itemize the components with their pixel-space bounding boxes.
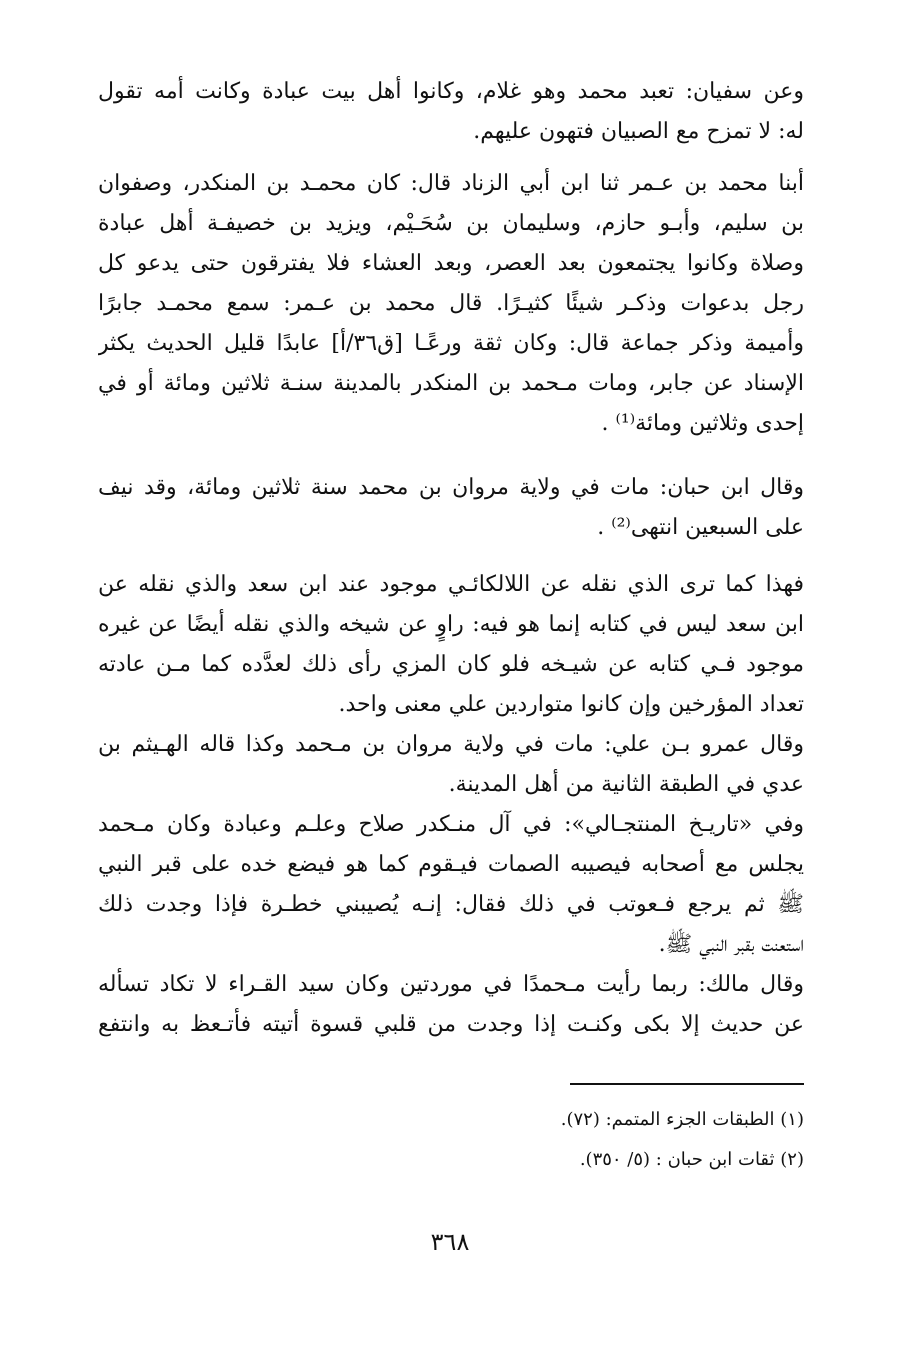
paragraph-ibn-umar <box>98 164 804 444</box>
paragraph-ibn-hibban <box>98 468 804 548</box>
footnote-divider <box>570 1083 804 1085</box>
text-line: وقال مالك: ربما رأيت مـحمدًا في موردتين وكان سيد القـراء لا تكاد تسأله <box>98 972 804 997</box>
text-line: وأميمة وذكر جماعة قال: وكان ثقة ورعًـا [ق٣٦/أ] عابدًا قليل الحديث يكثر <box>98 331 804 356</box>
paragraph-amr-ibn-ali <box>98 725 804 805</box>
footnote-2: (٢) ثقات ابن حبان : (٥/ ٣٥٠). <box>579 1149 804 1170</box>
footnote-1: (١) الطبقات الجزء المتمم: (٧٢). <box>560 1109 804 1130</box>
footnotes <box>98 1100 804 1180</box>
text-line: ابن سعد ليس في كتابه إنما هو فيه: راوٍ عن شيخه والذي نقله أيضًا عن غيره <box>98 612 804 637</box>
text-line: عن حديث إلا بكى وكنـت إذا وجدت من قلبي قسوة أتيته فأتـعظ به وانتفع <box>98 1012 804 1037</box>
text-line: تعداد المؤرخين وإن كانوا متواردين علي معنى واحد. <box>338 692 804 717</box>
text-line: أبنا محمد بن عـمر ثنا ابن أبي الزناد قال: كان محمـد بن المنكدر، وصفوان <box>98 171 804 196</box>
text-line: فهذا كما ترى الذي نقله عن اللالكائـي موجود عند ابن سعد والذي نقله عن <box>98 572 804 597</box>
text-line: استعنت بقبر النبي ﷺ. <box>658 932 804 957</box>
text-line: عدي في الطبقة الثانية من أهل المدينة. <box>448 772 804 797</box>
paragraph-sufyan <box>98 72 804 152</box>
text-line: وقال ابن حبان: مات في ولاية مروان بن محمد سنة ثلاثين ومائة، وقد نيف <box>98 475 804 500</box>
text-line: موجود فـي كتابه عن شيـخه فلو كان المزي رأى ذلك لعدَّده كما مـن عادته <box>98 652 804 677</box>
text-line: الإسناد عن جابر، ومات مـحمد بن المنكدر بالمدينة سنـة ثلاثين ومائة أو في <box>98 371 804 396</box>
paragraph-tarikh <box>98 805 804 965</box>
text-line: إحدى وثلاثين ومائة⁽¹⁾ . <box>601 411 804 436</box>
text-line: وصلاة وكانوا يجتمعون بعد العصر، وبعد العشاء فلا يفترقون حتى يدعو كل <box>98 251 804 276</box>
text-line: ﷺ ثم يرجع فـعوتب في ذلك فقال: إنـه يُصيبني خطـرة فإذا وجدت ذلك <box>98 892 804 917</box>
text-line: وعن سفيان: تعبد محمد وهو غلام، وكانوا أهل بيت عبادة وكانت أمه تقول <box>98 79 804 104</box>
page-number: ٣٦٨ <box>430 1228 470 1256</box>
text-line: له: لا تمزح مع الصبيان فتهون عليهم. <box>473 119 804 144</box>
text-line: وقال عمرو بـن علي: مات في ولاية مروان بن مـحمد وكذا قاله الهـيثم بن <box>98 732 804 757</box>
paragraph-commentary <box>98 565 804 725</box>
text-line: على السبعين انتهى⁽²⁾ . <box>597 515 804 540</box>
paragraph-malik <box>98 965 804 1045</box>
text-line: بن سليم، وأبـو حازم، وسليمان بن سُحَـيْم، ويزيد بن خصيفـة أهل عبادة <box>98 211 804 236</box>
text-line: يجلس مع أصحابه فيصيبه الصمات فيـقوم كما هو فيضع خده على قبر النبي <box>98 852 804 877</box>
text-line: رجل بدعوات وذكـر شيئًا كثيـرًا. قال محمد بن عـمر: سمع محمـد جابرًا <box>98 291 804 316</box>
text-line: وفي «تاريـخ المنتجـالي»: في آل منـكدر صلاح وعلـم وعبادة وكان مـحمد <box>98 812 804 837</box>
